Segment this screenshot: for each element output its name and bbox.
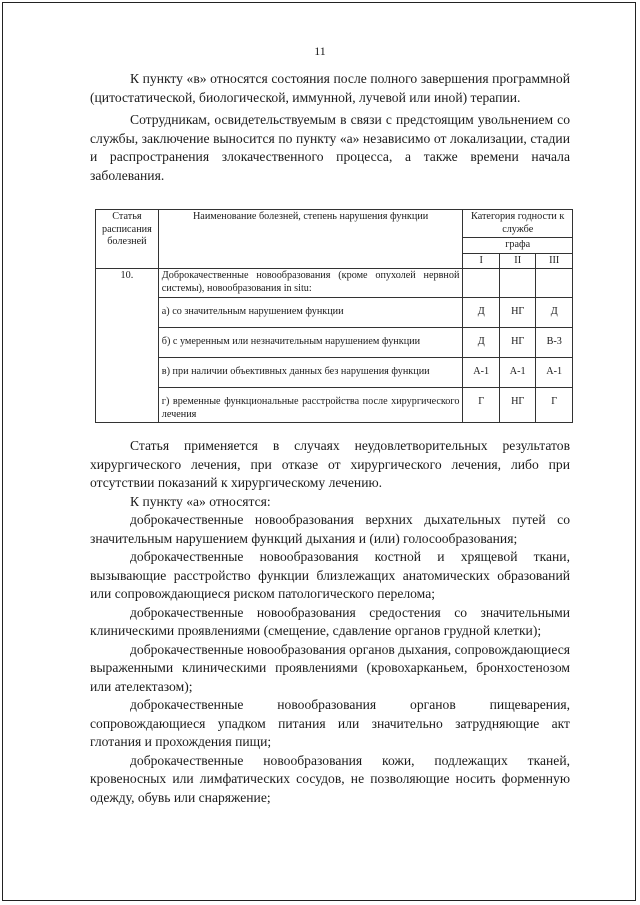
page-number: 11 (314, 44, 326, 58)
header-category: Категория годности к службе (463, 210, 573, 238)
header-col-2: II (499, 253, 536, 269)
header-article: Статья расписания болезней (96, 210, 159, 269)
body-paragraph: доброкачественные новообразования костной и хрящевой ткани, вызывающие расстройство функции близлежащих анатомических образований или сопровождающиеся риском патологического перелома; (90, 549, 570, 601)
table-title-row: Доброкачественные новообразования (кроме опухолей нервной системы), новообразования in situ: (158, 269, 463, 298)
header-name: Наименование болезней, степень нарушения функции (158, 210, 463, 269)
body-paragraph: Статья применяется в случаях неудовлетворительных результатов хирургического лечения, при отказе от хирургического лечения, либо при отсутствии показаний к хирургическому лечению. (90, 438, 570, 490)
row-grade-1: Г (463, 388, 500, 423)
table-row (96, 298, 573, 328)
header-grafa: графа (463, 238, 573, 254)
header-col-1: I (463, 253, 500, 269)
header-col-3: III (536, 253, 573, 269)
body-paragraph: доброкачественные новообразования средостения со значительными клиническими проявлениями (смещение, сдавление органов грудной клетки); (90, 604, 570, 638)
row-label: г) временные функциональные расстройства после хирургического лечения (158, 388, 463, 423)
row-grade-3: В-3 (536, 328, 573, 358)
body-paragraph: доброкачественные новообразования органов дыхания, сопровождающиеся выраженными клиническими проявлениями (кровохарканьем, бронхостенозом или ателектазом); (90, 641, 570, 694)
row-grade-2: НГ (499, 328, 536, 358)
table-row (96, 388, 573, 423)
row-grade-3: Д (536, 298, 573, 328)
row-grade-1: Д (463, 298, 500, 328)
row-grade-3: Г (536, 388, 573, 423)
table-row (96, 358, 573, 388)
body-paragraph: доброкачественные новообразования органов пищеварения, сопровождающиеся упадком питания или значительно затрудняющие акт глотания и прохождения пищи; (90, 697, 570, 749)
table-row (96, 328, 573, 358)
body-text (90, 437, 570, 807)
row-grade-3: А-1 (536, 358, 573, 388)
row-label: а) со значительным нарушением функции (158, 298, 463, 328)
intro-paragraph: К пункту «в» относятся состояния после полного завершения программной (цитостатической, биологической, иммунной, лучевой или иной) терапии. (90, 71, 570, 105)
row-grade-2: НГ (499, 388, 536, 423)
row-grade-1: А-1 (463, 358, 500, 388)
row-label: б) с умеренным или незначительным нарушением функции (158, 328, 463, 358)
intro-text (90, 70, 570, 185)
body-paragraph: К пункту «а» относятся: (130, 493, 271, 509)
body-paragraph: доброкачественные новообразования верхних дыхательных путей со значительным нарушением функций дыхания и (или) голосообразования; (90, 512, 570, 546)
article-number: 10. (96, 269, 159, 423)
body-paragraph: доброкачественные новообразования кожи, подлежащих тканей, кровеносных или лимфатических сосудов, не позволяющие носить форменную одежду, обувь или снаряжение; (90, 752, 570, 805)
intro-paragraph: Сотрудникам, освидетельствуемым в связи с предстоящим увольнением со службы, заключение выносится по пункту «а» независимо от локализации, стадии и распространения злокачественного процесса, а также времени начала заболевания. (90, 112, 570, 183)
row-grade-2: А-1 (499, 358, 536, 388)
row-label: в) при наличии объективных данных без нарушения функции (158, 358, 463, 388)
disease-schedule-table (95, 209, 573, 423)
row-grade-2: НГ (499, 298, 536, 328)
row-grade-1: Д (463, 328, 500, 358)
